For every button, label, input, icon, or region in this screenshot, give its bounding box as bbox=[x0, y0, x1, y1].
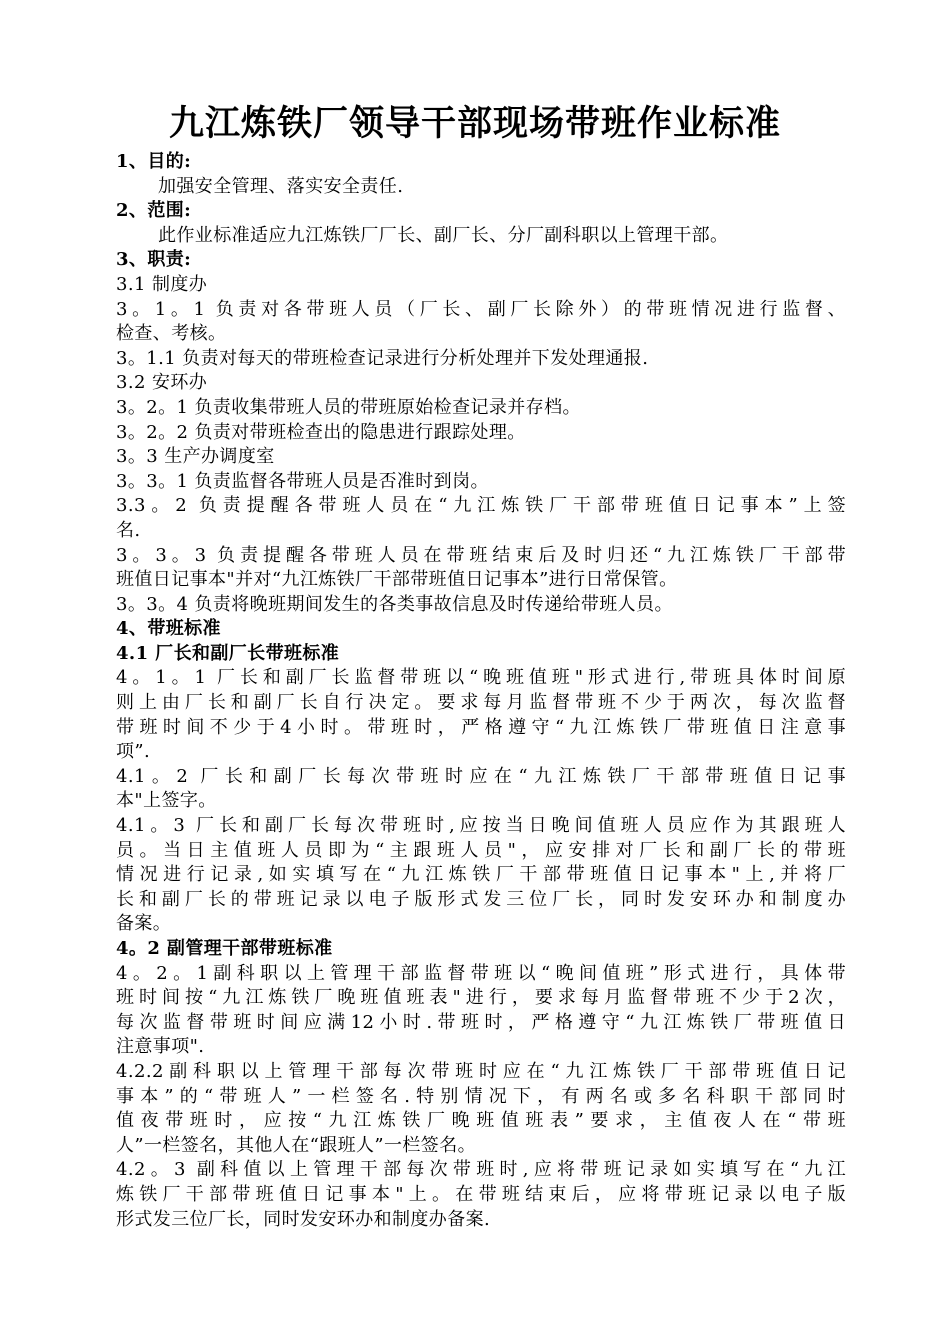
paragraph-line: 加强安全管理、落实安全责任. bbox=[158, 175, 404, 197]
paragraph-line: 带班时间不少于4小时。带班时，严格遵守“九江炼铁厂带班值日注意事 bbox=[116, 716, 846, 738]
paragraph-line: 3。2。1 负责收集带班人员的带班原始检查记录并存档。 bbox=[116, 396, 581, 418]
paragraph-line: 情况进行记录,如实填写在“九江炼铁厂干部带班值日记事本"上,并将厂 bbox=[116, 864, 846, 886]
paragraph-line: 此作业标准适应九江炼铁厂厂长、副厂长、分厂副科职以上管理干部。 bbox=[158, 224, 729, 246]
paragraph-line: 3。3 生产办调度室 bbox=[116, 446, 275, 468]
section-heading: 2、范围: bbox=[116, 200, 192, 222]
paragraph-line: 则上由厂长和副厂长自行决定。要求每月监督带班不少于两次，每次监督 bbox=[116, 692, 846, 714]
section-heading: 4、带班标准 bbox=[116, 618, 221, 640]
paragraph-line: 3。3。3 负责提醒各带班人员在带班结束后及时归还“九江炼铁厂干部带 bbox=[116, 544, 846, 566]
paragraph-line: 事本”的“带班人”一栏签名.特别情况下，有两名或多名科职干部同时 bbox=[116, 1085, 846, 1107]
paragraph-line: 3.1 制度办 bbox=[116, 273, 208, 295]
paragraph-line: 长和副厂长的带班记录以电子版形式发三位厂长，同时发安环办和制度办 bbox=[116, 888, 846, 910]
paragraph-line: 项”. bbox=[116, 741, 151, 763]
paragraph-line: 4。1。1 厂长和副厂长监督带班以“晚班值班"形式进行,带班具体时间原 bbox=[116, 667, 846, 689]
document-title: 九江炼铁厂领导干部现场带班作业标准 bbox=[168, 103, 781, 144]
paragraph-line: 3.2 安环办 bbox=[116, 372, 208, 394]
paragraph-line: 人”一栏签名，其他人在“跟班人”一栏签名。 bbox=[116, 1134, 477, 1156]
section-heading: 1、目的: bbox=[116, 151, 192, 172]
document-body bbox=[116, 150, 846, 1232]
paragraph-line: 值夜带班时，应按“九江炼铁厂晚班值班表”要求，主值夜人在“带班 bbox=[116, 1110, 846, 1132]
paragraph-line: 4.2。3 副科值以上管理干部每次带班时,应将带班记录如实填写在“九江 bbox=[116, 1159, 846, 1181]
section-heading: 3、职责: bbox=[116, 249, 192, 271]
paragraph-line: 备案。 bbox=[116, 913, 172, 935]
paragraph-line: 班值日记事本"并对“九江炼铁厂干部带班值日记事本”进行日常保管。 bbox=[116, 569, 678, 591]
paragraph-line: 名. bbox=[116, 519, 141, 541]
paragraph-line: 班时间按“九江炼铁厂晚班值班表"进行，要求每月监督带班不少于2次， bbox=[116, 987, 846, 1009]
paragraph-line: 注意事项". bbox=[116, 1036, 205, 1058]
paragraph-line: 检查、考核。 bbox=[116, 323, 227, 345]
paragraph-line: 每次监督带班时间应满12小时.带班时，严格遵守“九江炼铁厂带班值日 bbox=[116, 1011, 846, 1033]
paragraph-line: 炼铁厂干部带班值日记事本"上。在带班结束后，应将带班记录以电子版 bbox=[116, 1183, 846, 1205]
paragraph-line: 3。1。1 负责对各带班人员（厂长、副厂长除外）的带班情况进行监督、 bbox=[116, 298, 846, 320]
paragraph-line: 本"上签字。 bbox=[116, 790, 217, 812]
paragraph-line: 4。2。1副科职以上管理干部监督带班以“晚间值班”形式进行，具体带 bbox=[116, 962, 846, 984]
section-heading: 4.1 厂长和副厂长带班标准 bbox=[116, 642, 340, 664]
paragraph-line: 员。当日主值班人员即为“主跟班人员"，应安排对厂长和副厂长的带班 bbox=[116, 839, 846, 861]
paragraph-line: 3。3。4 负责将晚班期间发生的各类事故信息及时传递给带班人员。 bbox=[116, 593, 673, 615]
paragraph-line: 4.1。3 厂长和副厂长每次带班时,应按当日晚间值班人员应作为其跟班人 bbox=[116, 815, 846, 837]
paragraph-line: 3。1.1 负责对每天的带班检查记录进行分析处理并下发处理通报. bbox=[116, 347, 649, 369]
paragraph-line: 3。3。1 负责监督各带班人员是否准时到岗。 bbox=[116, 470, 489, 492]
paragraph-line: 3。2。2 负责对带班检查出的隐患进行跟踪处理。 bbox=[116, 421, 526, 443]
paragraph-line: 形式发三位厂长，同时发安环办和制度办备案. bbox=[116, 1208, 491, 1230]
section-heading: 4。2 副管理干部带班标准 bbox=[116, 938, 333, 959]
paragraph-line: 4.2.2副科职以上管理干部每次带班时应在“九江炼铁厂干部带班值日记 bbox=[116, 1060, 846, 1082]
paragraph-line: 3.3。2 负责提醒各带班人员在“九江炼铁厂干部带班值日记事本”上签 bbox=[116, 495, 846, 517]
paragraph-line: 4.1。2 厂长和副厂长每次带班时应在“九江炼铁厂干部带班值日记事 bbox=[116, 765, 846, 787]
